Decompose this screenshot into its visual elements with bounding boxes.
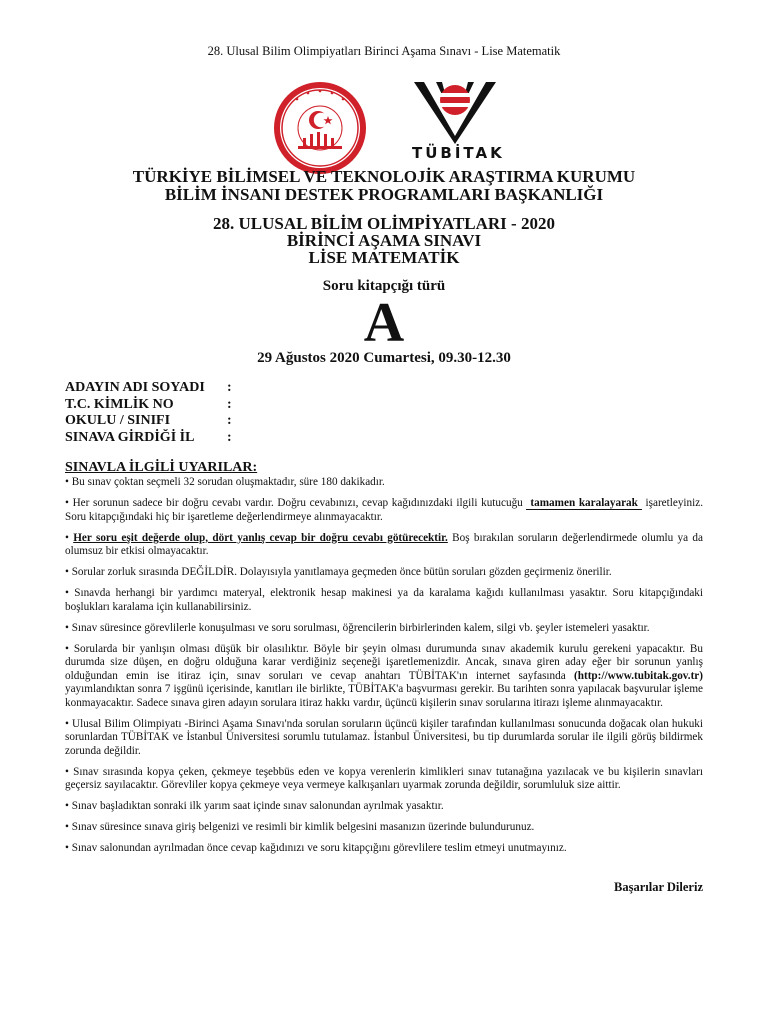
field-school: OKULU / SINIFI : (65, 413, 232, 428)
field-id-number: T.C. KİMLİK NO : (65, 396, 232, 412)
warning-item: • Sınav süresince sınava giriş belgenizi ve resimli bir kimlik belgesini masanızın üzerinde bulundurunuz. (65, 821, 535, 833)
organization-name: TÜRKİYE BİLİMSEL VE TEKNOLOJİK ARAŞTIRMA KURUMU (132, 167, 636, 186)
warning-item: • Ulusal Bilim Olimpiyatı -Birinci Aşama Sınavı'nda sorulan soruların üçüncü kişiler tarafından kullanılması sonucunda doğacak olan hukuki sorunlardan TÜBİTAK ve İstanbul Üniversitesi sorumlu tutulamaz. İstanbul Üniversitesi, bu tip durumlarda sorular ile ilgili görüş bildirmek zorunda değildir. (65, 717, 703, 757)
booklet-type: A (363, 292, 405, 354)
warning-item: • Bu sınav çoktan seçmeli 32 sorudan oluşmaktadır, süre 180 dakikadır. (65, 476, 385, 488)
warning-item: • Sınav başladıktan sonraki ilk yarım saat içinde sınav salonundan ayrılmak yasaktır. (65, 800, 444, 812)
department-name: BİLİM İNSANI DESTEK PROGRAMLARI BAŞKANLIĞI (164, 185, 604, 204)
warnings-title: SINAVLA İLGİLİ UYARILAR: (65, 460, 258, 475)
website-url: (http://www.tubitak.gov.tr) (574, 669, 703, 682)
field-name: ADAYIN ADI SOYADI : (65, 380, 232, 395)
warning-item: • Her soru eşit değerde olup, dört yanlış cevap bir doğru cevabı götürecektir. Boş bırakılan soruların değerlendirmede olumlu ya da olumsuz bir etkisi olmayacaktır. (65, 531, 703, 557)
warnings-list (65, 476, 703, 863)
warning-item: • Sınav salonundan ayrılmadan önce cevap kağıdınızı ve soru kitapçığını görevlilere teslim etmeyi unutmayınız. (65, 842, 567, 854)
warning-item: • Sınav süresince görevlilerle konuşulması ve soru sorulması, öğrencilerin birbirlerinden kalem, silgi vb. şeyler istemeleri yasaktır. (65, 621, 650, 634)
exam-subject: LİSE MATEMATİK (308, 248, 460, 267)
exam-title: 28. ULUSAL BİLİM OLİMPİYATLARI - 2020 (213, 214, 555, 233)
warning-item: • Sınavda herhangi bir yardımcı materyal, elektronik hesap makinesi ya da karalama kağıdı kullanılması yasaktır. Soru kitapçığındaki boşlukları karalama için kullanabilirsiniz. (65, 587, 703, 613)
highlight-phrase: tamamen karalayarak (526, 497, 641, 510)
ministry-seal-logo (272, 80, 368, 176)
highlight-phrase: Her soru eşit değerde olup, dört yanlış cevap bir doğru cevabı götürecektir. (73, 531, 448, 544)
warning-item: • Sorular zorluk sırasında DEĞİLDİR. Dolayısıyla yanıtlamaya geçmeden önce bütün soruları gözden geçirmeniz önerilir. (65, 566, 612, 578)
warning-item: • Sorularda bir yanlışın olması düşük bir olasılıktır. Böyle bir şeyin olması durumunda sınav akademik kurulu gerekeni yapacaktır. Bu durumda size düşen, en doğru olduğuna karar verdiğiniz seçeneği işaretlemenizdir. Ancak, sınava giren aday eğer bir sorunun yanlış olduğundan emin ise itiraz için, sınav soruları ve cevap anahtarı TÜBİTAK'ın internet sayfasında (http://www.tubitak.gov.tr) yayımlandıktan sonra 7 işgünü içerisinde, kanıtları ile birlikte, TÜBİTAK'a başvurması gerekir. Bu tarihten sonra yapılacak başvurular işleme konmayacaktır. Sadece sınava giren adayın sorulara itiraz hakkı vardır, üçüncü kişilerin sınav sorularına itirazı işleme alınmayacaktır. (65, 642, 703, 709)
exam-date: 29 Ağustos 2020 Cumartesi, 09.30-12.30 (257, 350, 511, 366)
warning-item: • Sınav sırasında kopya çeken, çekmeye teşebbüs eden ve kopya verenlerin kimlikleri sınav tutanağına yazılacak ve bu kişilerin sınavları geçersiz sayılacaktır. Görevliler kopya çekmeye veya vermeye kalkışanları uyarmak zorunda değildir, sorumluluk size aittir. (65, 765, 703, 791)
closing-text: Başarılar Dileriz (614, 880, 703, 894)
field-city: SINAVA GİRDİĞİ İL : (65, 429, 232, 445)
warning-item: • Her sorunun sadece bir doğru cevabı vardır. Doğru cevabınızı, cevap kağıdınızdaki ilgili kutucuğu tamamen karalayarak işaretleyiniz. Soru kitapçığındaki hiç bir işaretleme değerlendirmeye alınmayacaktır. (65, 497, 703, 523)
booklet-label: Soru kitapçığı türü (322, 278, 446, 294)
candidate-fields (65, 380, 232, 446)
running-head: 28. Ulusal Bilim Olimpiyatları Birinci Aşama Sınavı - Lise Matematik (207, 44, 561, 58)
tubitak-wordmark: TÜBİTAK (412, 144, 505, 162)
exam-stage: BİRİNCİ AŞAMA SINAVI (286, 231, 482, 250)
